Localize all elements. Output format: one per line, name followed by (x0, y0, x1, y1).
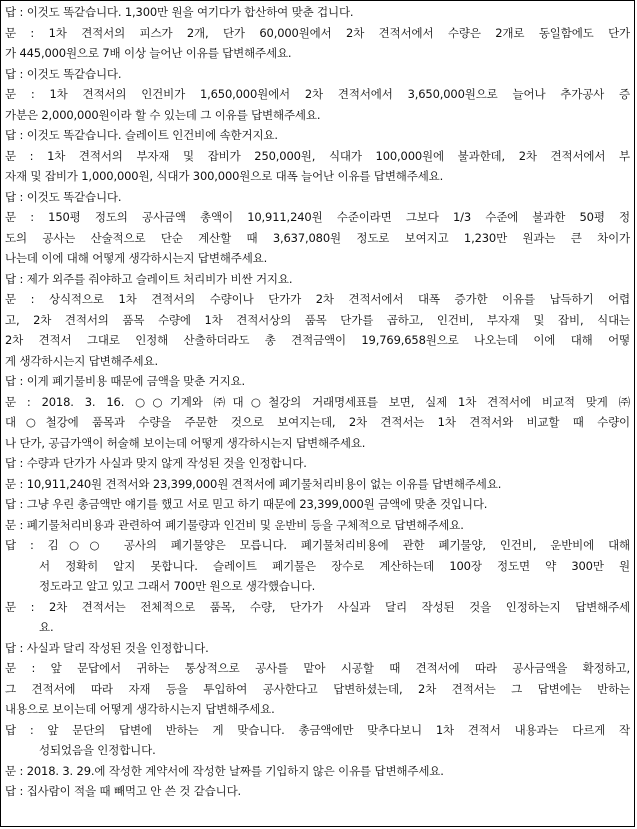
transcript-line: 답 : 집사람이 적을 때 빼먹고 안 쓴 것 같습니다. (5, 784, 242, 798)
transcript-line: 나 단가, 공급가액이 허술해 보이는데 어떻게 생각하시는지 답변해주세요. (5, 435, 366, 450)
transcript-line: 문 : 10,911,240원 견적서와 23,399,000원 견적서에 폐기물처리비용이 없는 이유를 답변해주세요. (5, 476, 502, 491)
transcript-line: 문 : 2018. 3. 16. ○○기계와 ㈜대○철강의 거래명세표를 보면, 실제 1차 견적서에 비교적 맞게 ㈜ (5, 394, 630, 409)
transcript-line: 문 : 2018. 3. 29.에 작성한 계약서에 작성한 날짜를 기입하지 않은 이유를 답변해주세요. (5, 763, 444, 778)
transcript-line: 성되었음을 인정합니다. (39, 743, 156, 757)
transcript-line: 답 : 수량과 단가가 사실과 맞지 않게 작성된 것을 인정합니다. (5, 456, 307, 470)
transcript-line: 자재 및 잡비가 1,000,000원, 식대가 300,000원으로 대폭 늘어난 이유를 답변해주세요. (5, 169, 444, 183)
transcript-line: 문 : 상식적으로 1차 견적서의 수량이나 단가가 2차 견적서에서 대폭 증가한 이유를 납득하기 어렵 (5, 292, 630, 306)
transcript-line: 2차 견적서 그대로 인정해 산출하더라도 총 견적금액이 19,769,658원으로 나오는데 이에 대해 어떻 (5, 333, 630, 347)
transcript-line: 문 : 앞 문답에서 귀하는 통상적으로 공사를 맡아 시공할 때 견적서에 따라 공사금액을 확정하고, (5, 661, 630, 675)
transcript-line: 그 견적서에 따라 자재 등을 투입하여 공사한다고 답변하셨는데, 2차 견적서는 그 답변에는 반하는 (5, 681, 630, 696)
transcript-line: 답 : 이것도 똑같습니다. 1,300만 원을 여기다가 합산하여 맞춘 겁니다. (5, 5, 354, 19)
transcript-line: 도의 공사는 산술적으로 단순 계산할 때 3,637,080원 정도로 보여지고 1,230만 원과는 큰 차이가 (5, 230, 630, 245)
transcript-line: 대○철강에 품목과 수량을 주문한 것으로 보여지는데, 2차 견적서는 1차 견적서와 비교할 때 수량이 (5, 415, 630, 429)
transcript-line: 답 : 이것도 똑같습니다. 슬레이트 인건비에 속한거지요. (5, 128, 278, 142)
transcript-line: 문 : 1차 견적서의 부자재 및 잡비가 250,000원, 식대가 100,000원에 불과한데, 2차 견적서에서 부 (5, 148, 630, 163)
transcript-line: 문 : 2차 견적서는 전체적으로 품목, 수량, 단가가 사실과 달리 작성된 것을 인정하는지 답변해주세 (5, 599, 630, 614)
transcript-line: 가 445,000원으로 7배 이상 늘어난 이유를 답변해주세요. (5, 46, 292, 60)
transcript-line: 답 : 이것도 똑같습니다. (5, 66, 122, 81)
transcript-line: 답 : 그냥 우린 총금액만 얘기를 했고 서로 믿고 하기 때문에 23,399,000원 금액에 맞춘 것입니다. (5, 497, 488, 511)
transcript-line: 정도라고 알고 있고 그래서 700만 원으로 생각했습니다. (39, 579, 316, 593)
transcript-line: 답 : 제가 외주를 줘야하고 슬레이트 처리비가 비싼 거지요. (5, 271, 293, 286)
transcript-line: 문 : 1차 견적서의 인건비가 1,650,000원에서 2차 견적서에서 3,650,000원으로 늘어나 추가공사 증 (5, 87, 630, 101)
transcript-line: 서 정확히 알지 못합니다. 슬레이트 폐기물은 장수로 계산하는데 100장 정도면 약 300만 원 (39, 558, 630, 573)
transcript-line: 나는데 이에 대해 어떻게 생각하시는지 답변해주세요. (5, 251, 268, 265)
transcript-line: 답 : 이것도 똑같습니다. (5, 189, 122, 204)
transcript-line: 문 : 폐기물처리비용과 관련하여 폐기물량과 인건비 및 운반비 등을 구체적으로 답변해주세요. (5, 517, 464, 532)
transcript-line: 답 : 앞 문단의 답변에 반하는 게 맞습니다. 총금액에만 맞추다보니 1차 견적서 내용과는 다르게 작 (5, 722, 630, 737)
transcript-line: 답 : 이게 폐기물비용 때문에 금액을 맞춘 거지요. (5, 374, 245, 388)
transcript-line: 고, 2차 견적서의 품목 수량에 1차 견적서상의 품목 단가를 곱하고, 인건비, 부자재 및 잡비, 식대는 (5, 312, 630, 327)
transcript-line: 답 : 사실과 달리 작성된 것을 인정합니다. (5, 640, 209, 655)
transcript-line: 요. (39, 620, 54, 634)
transcript-line: 내용으로 보이는데 어떻게 생각하시는지 답변해주세요. (5, 702, 275, 716)
transcript-line: 답 : 김○○ 공사의 폐기물양은 모릅니다. 폐기물처리비용에 관한 폐기물양, 인건비, 운반비에 대해 (5, 538, 630, 552)
transcript-line: 가분은 2,000,000원이라 할 수 있는데 그 이유를 답변해주세요. (5, 107, 321, 122)
transcript-line: 문 : 1차 견적서의 피스가 2개, 단가 60,000원에서 2차 견적서에서 수량은 2개로 동일함에도 단가 (5, 25, 630, 40)
transcript-line: 게 생각하시는지 답변해주세요. (5, 353, 158, 368)
transcript-line: 문 : 150평 정도의 공사금액 총액이 10,911,240원 수준이라면 그보다 1/3 수준에 불과한 50평 정 (5, 210, 630, 224)
interrogation-transcript (5, 2, 630, 802)
